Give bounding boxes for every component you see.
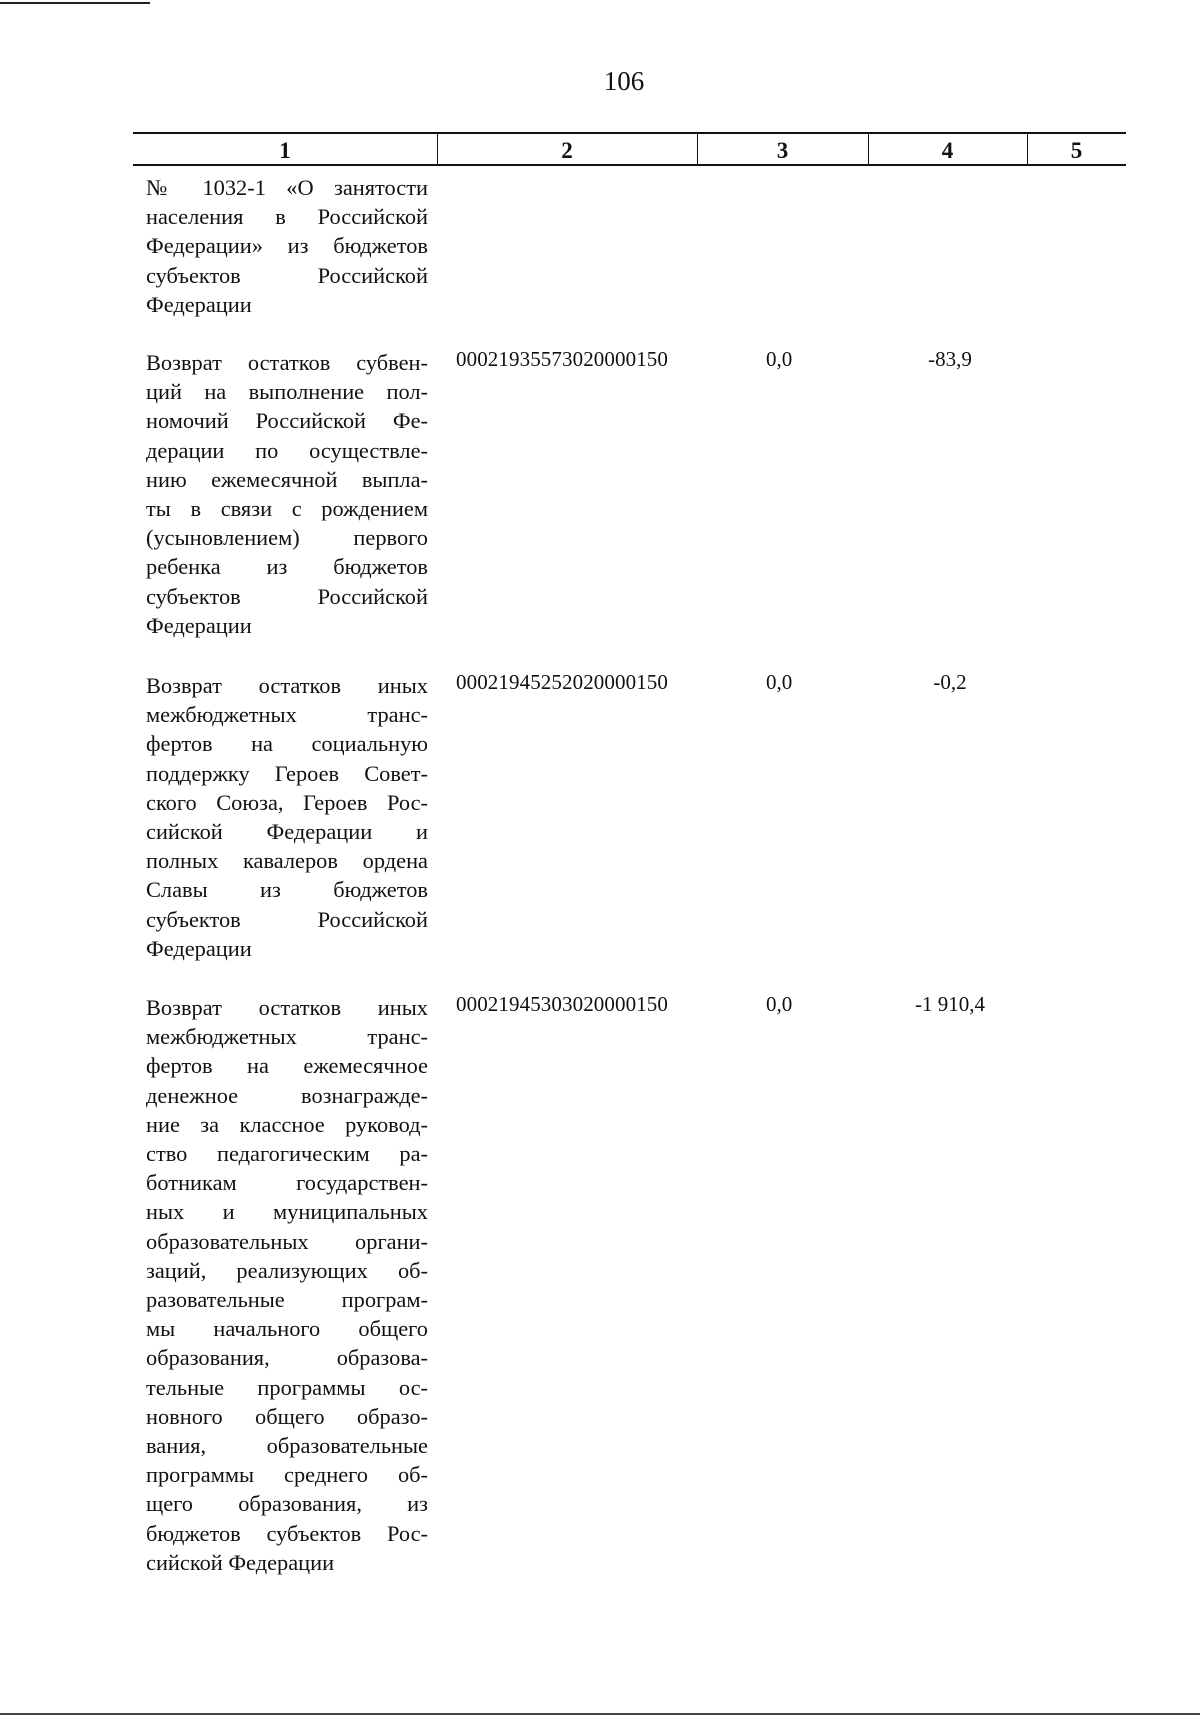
header-col-2: 2 — [561, 138, 573, 163]
description-line: ние за классное руковод- — [146, 1111, 428, 1137]
row-col4-value: -1 910,4 — [915, 992, 985, 1016]
description-line: программы среднего об- — [146, 1462, 428, 1488]
row-description — [146, 173, 428, 319]
description-line: Федерации — [146, 612, 252, 638]
description-line: разовательные програм- — [146, 1287, 428, 1313]
row-col3-value: 0,0 — [766, 347, 793, 371]
header-bottom-rule — [133, 164, 1126, 166]
description-line: тельные программы ос- — [146, 1374, 428, 1400]
header-col-5: 5 — [1070, 138, 1083, 163]
scan-edge-line — [0, 2, 150, 4]
description-line: денежное вознагражде- — [146, 1082, 428, 1108]
description-line: образовательных органи- — [146, 1228, 428, 1254]
row-col3-value: 0,0 — [766, 670, 793, 694]
description-line: щего образования, из — [146, 1491, 428, 1517]
description-line: ных и муниципальных — [146, 1199, 428, 1225]
description-line: субъектов Российской — [146, 262, 428, 288]
row-code: 00021945303020000150 — [456, 992, 668, 1016]
row-description — [146, 993, 428, 1577]
description-line: ребенка из бюджетов — [146, 554, 428, 580]
description-line: Славы из бюджетов — [146, 877, 428, 903]
description-line: Возврат остатков субвен- — [146, 350, 428, 375]
description-line: ты в связи с рождением — [146, 496, 428, 522]
description-line: субъектов Российской — [146, 906, 428, 932]
scan-edge-line — [0, 1713, 1200, 1715]
description-line: фертов на социальную — [146, 731, 428, 757]
description-line: полных кавалеров ордена — [146, 848, 428, 874]
header-col-1: 1 — [279, 138, 291, 163]
description-line: вания, образовательные — [146, 1433, 428, 1459]
description-line: номочий Российской Фе- — [146, 408, 428, 434]
row-description — [146, 671, 428, 963]
description-line: населения в Российской — [146, 204, 428, 230]
description-line: образования, образова- — [146, 1345, 428, 1371]
header-col-4: 4 — [941, 138, 954, 163]
row-code: 00021935573020000150 — [456, 347, 668, 371]
description-line: ций на выполнение пол- — [146, 379, 428, 405]
description-line: межбюджетных транс- — [146, 702, 428, 728]
description-line: ство педагогическим ра- — [146, 1141, 428, 1167]
description-line: фертов на ежемесячное — [146, 1053, 428, 1079]
row-col4-value: -83,9 — [928, 347, 972, 371]
row-col4-value: -0,2 — [933, 670, 967, 694]
description-line: Возврат остатков иных — [146, 995, 428, 1020]
description-line: ботникам государствен- — [146, 1170, 428, 1196]
description-line: Федерации» из бюджетов — [146, 233, 428, 259]
description-line: сийской Федерации — [146, 1549, 335, 1575]
description-line: бюджетов субъектов Рос- — [146, 1520, 428, 1546]
description-line: сийской Федерации и — [146, 819, 428, 845]
description-line: мы начального общего — [146, 1316, 428, 1342]
description-line: ского Союза, Героев Рос- — [146, 789, 428, 815]
description-line: Федерации — [146, 935, 252, 961]
header-col-3: 3 — [776, 138, 789, 163]
row-description — [146, 348, 428, 640]
header-top-rule — [133, 132, 1126, 134]
description-line: новного общего образо- — [146, 1403, 428, 1429]
row-code: 00021945252020000150 — [456, 670, 668, 694]
description-line: нию ежемесячной выпла- — [146, 466, 428, 492]
description-line: № 1032-1 «О занятости — [146, 175, 428, 200]
description-line: (усыновлением) первого — [146, 525, 428, 551]
description-line: Федерации — [146, 291, 252, 317]
description-line: Возврат остатков иных — [146, 673, 428, 698]
row-col3-value: 0,0 — [766, 992, 793, 1016]
page-number: 106 — [603, 66, 645, 96]
description-line: межбюджетных транс- — [146, 1024, 428, 1050]
description-line: заций, реализующих об- — [146, 1257, 428, 1283]
description-line: дерации по осуществле- — [146, 437, 428, 463]
description-line: субъектов Российской — [146, 583, 428, 609]
description-line: поддержку Героев Совет- — [146, 760, 428, 786]
